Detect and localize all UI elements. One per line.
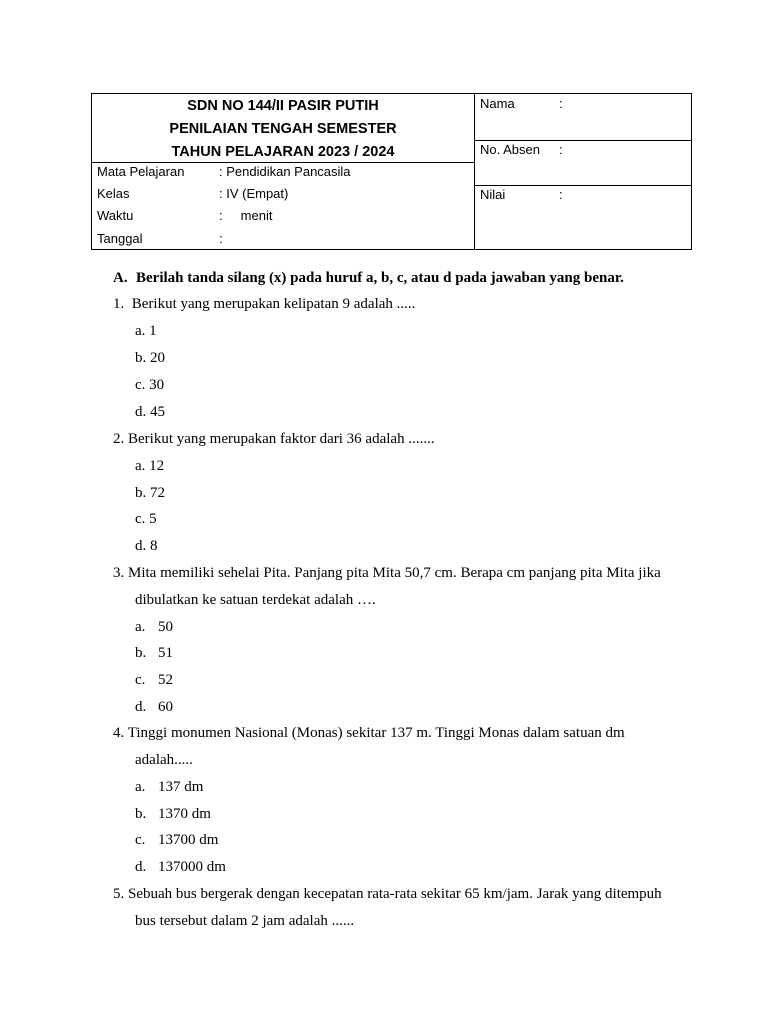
- field-value-time: : menit: [219, 208, 273, 223]
- field-label-class: Kelas: [97, 186, 130, 201]
- question-1: 1. Berikut yang merupakan kelipatan 9 adalah .....: [113, 296, 416, 312]
- q4-option-c: 13700 dm: [158, 832, 219, 848]
- q1-option-a: a. 1: [135, 323, 157, 339]
- header-table: [91, 93, 692, 250]
- q4-letter-d: d.: [135, 859, 147, 875]
- question-4: 4. Tinggi monumen Nasional (Monas) sekitar 137 m. Tinggi Monas dalam satuan dm: [113, 725, 625, 741]
- field-label-score: Nilai: [480, 187, 506, 202]
- field-label-time: Waktu: [97, 208, 134, 223]
- q4-option-b: 1370 dm: [158, 806, 211, 822]
- divider: [474, 140, 691, 141]
- divider: [474, 185, 691, 186]
- question-3: 3. Mita memiliki sehelai Pita. Panjang pita Mita 50,7 cm. Berapa cm panjang pita Mita jika: [113, 565, 661, 581]
- question-2: 2. Berikut yang merupakan faktor dari 36 adalah .......: [113, 431, 435, 447]
- divider: [92, 162, 474, 163]
- field-label-absen: No. Absen: [480, 142, 540, 157]
- q4-letter-b: b.: [135, 806, 147, 822]
- q3-option-a: 50: [158, 619, 173, 635]
- q2-option-b: b. 72: [135, 485, 165, 501]
- q4-option-d: 137000 dm: [158, 859, 226, 875]
- field-label-date: Tanggal: [97, 231, 143, 246]
- q1-option-c: c. 30: [135, 377, 165, 393]
- q2-option-c: c. 5: [135, 511, 157, 527]
- field-label-subject: Mata Pelajaran: [97, 164, 185, 179]
- q3-option-c: 52: [158, 672, 173, 688]
- section-instruction: Berilah tanda silang (x) pada huruf a, b, c, atau d pada jawaban yang benar.: [136, 270, 624, 286]
- section-letter: A.: [113, 270, 128, 286]
- q2-option-d: d. 8: [135, 538, 158, 554]
- field-label-name: Nama: [480, 96, 515, 111]
- question-4-cont: adalah.....: [135, 752, 193, 768]
- q3-letter-c: c.: [135, 672, 146, 688]
- q4-letter-a: a.: [135, 779, 146, 795]
- field-value-date: :: [219, 231, 223, 246]
- q4-letter-c: c.: [135, 832, 146, 848]
- field-value-name: :: [559, 96, 563, 111]
- exam-title: PENILAIAN TENGAH SEMESTER: [169, 121, 397, 137]
- field-value-class: : IV (Empat): [219, 186, 289, 201]
- academic-year: TAHUN PELAJARAN 2023 / 2024: [171, 144, 395, 160]
- q1-option-d: d. 45: [135, 404, 165, 420]
- q4-option-a: 137 dm: [158, 779, 204, 795]
- q3-letter-b: b.: [135, 645, 147, 661]
- field-value-subject: : Pendidikan Pancasila: [219, 164, 351, 179]
- question-5-cont: bus tersebut dalam 2 jam adalah ......: [135, 913, 355, 929]
- q3-option-d: 60: [158, 699, 173, 715]
- q1-option-b: b. 20: [135, 350, 165, 366]
- q2-option-a: a. 12: [135, 458, 165, 474]
- q3-option-b: 51: [158, 645, 173, 661]
- question-3-cont: dibulatkan ke satuan terdekat adalah ….: [135, 592, 376, 608]
- field-value-absen: :: [559, 142, 563, 157]
- q3-letter-d: d.: [135, 699, 147, 715]
- field-value-score: :: [559, 187, 563, 202]
- question-5: 5. Sebuah bus bergerak dengan kecepatan rata-rata sekitar 65 km/jam. Jarak yang ditempuh: [113, 886, 662, 902]
- school-name: SDN NO 144/II PASIR PUTIH: [187, 98, 379, 114]
- divider: [474, 94, 475, 249]
- q3-letter-a: a.: [135, 619, 146, 635]
